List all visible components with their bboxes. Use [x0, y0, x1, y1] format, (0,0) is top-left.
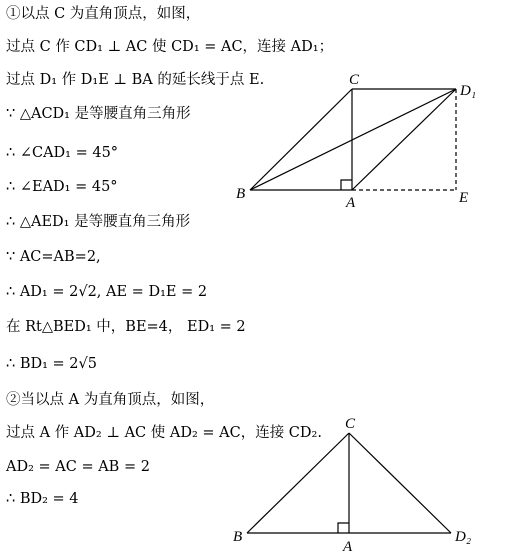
label-A1: A [346, 195, 356, 211]
segment-BC2 [247, 433, 349, 533]
text-line-9: ∴ AD₁ = 2√2, AE = D₁E = 2 [6, 284, 208, 300]
text-line-13: 过点 A 作 AD₂ ⊥ AC 使 AD₂ = AC，连接 CD₂. [6, 425, 322, 441]
right-angle-mark-2 [338, 523, 349, 533]
text-line-7: ∴ △AED₁ 是等腰直角三角形 [6, 214, 191, 230]
text-line-2: 过点 C 作 CD₁ ⊥ AC 使 CD₁ = AC，连接 AD₁； [6, 39, 334, 55]
label-B2: B [233, 529, 243, 545]
label-D1: D₁ [460, 83, 477, 99]
text-line-4: ∵ △ACD₁ 是等腰直角三角形 [6, 106, 191, 122]
label-C1: C [349, 72, 360, 88]
label-D2: D₂ [455, 529, 472, 545]
text-line-1: ①以点 C 为直角顶点，如图， [6, 6, 201, 22]
label-E1: E [459, 190, 469, 206]
text-line-6: ∴ ∠EAD₁ = 45° [6, 179, 118, 195]
text-line-5: ∴ ∠CAD₁ = 45° [6, 145, 119, 161]
segment-CD2 [349, 433, 451, 533]
text-line-10: 在 Rt△BED₁ 中，BE=4， ED₁ = 2 [6, 319, 246, 335]
label-B1: B [236, 186, 246, 202]
text-line-3: 过点 D₁ 作 D₁E ⊥ BA 的延长线于点 E. [6, 72, 265, 88]
label-C2: C [345, 416, 356, 432]
text-line-15: ∴ BD₂ = 4 [6, 491, 79, 507]
text-line-12: ②当以点 A 为直角顶点，如图， [6, 392, 215, 408]
label-A2: A [343, 539, 353, 555]
text-line-11: ∴ BD₁ = 2√5 [6, 356, 97, 372]
text-line-8: ∵ AC=AB=2, [6, 249, 101, 265]
text-line-14: AD₂ = AC = AB = 2 [6, 459, 150, 475]
